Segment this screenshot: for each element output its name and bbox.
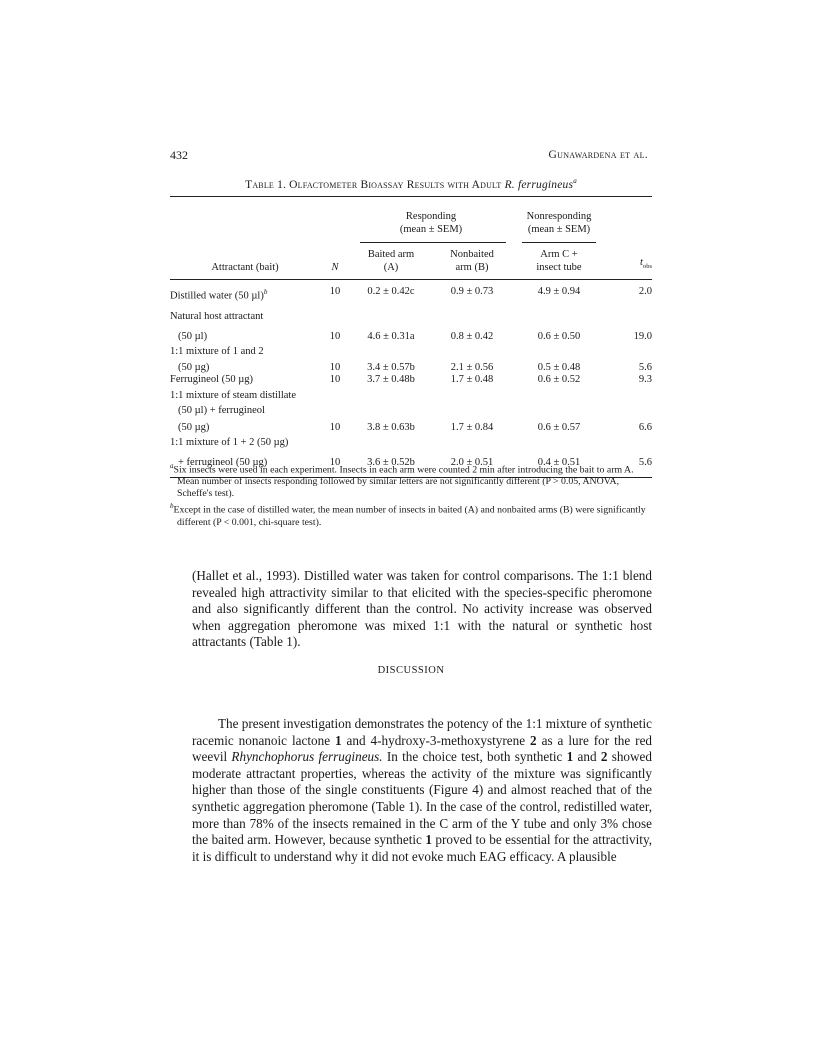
table-title-prefix: Table 1. Olfactometer Bioassay Results with Adult bbox=[245, 178, 502, 191]
cell-baited: 3.7 ± 0.48b bbox=[367, 374, 415, 385]
footnote-b-mark: b bbox=[170, 502, 174, 511]
row-label: (50 µl) + ferrugineol bbox=[178, 405, 265, 416]
row-label: 1:1 mixture of steam distillate bbox=[170, 389, 296, 401]
section-heading: DISCUSSION bbox=[377, 665, 445, 676]
col-n: N bbox=[331, 261, 339, 273]
row-label: (50 µl) bbox=[178, 330, 208, 342]
footnote-a-text: Six insects were used in each experiment. Insects in each arm were counted 2 min after introducing the bait to arm A. Mean number of insects responding followed by similar letters are not significantly different (P > 0.05, ANOVA, Scheffe's test). bbox=[173, 464, 634, 500]
compound-ref: 1 bbox=[566, 749, 574, 765]
responding-header: Responding bbox=[405, 211, 457, 222]
col-baited-1: Baited arm bbox=[367, 249, 415, 260]
col-armc-1: Arm C + bbox=[540, 249, 578, 260]
row-label: Natural host attractant bbox=[170, 311, 264, 322]
group-header-row bbox=[170, 211, 652, 236]
row-label: 1:1 mixture of 1 + 2 (50 µg) bbox=[170, 437, 289, 448]
row-label: Distilled water (50 µl) bbox=[170, 290, 264, 302]
paragraph-results bbox=[192, 568, 652, 651]
col-tobs: t bbox=[640, 257, 643, 269]
table-title bbox=[170, 177, 652, 191]
text-run: The present investigation demonstrates the potency of the 1:1 mixture of synthetic racemic nonanoic lactone bbox=[192, 716, 652, 748]
cell-armc: 0.6 ± 0.52 bbox=[537, 374, 581, 385]
results-table bbox=[170, 196, 652, 478]
cell-nonbaited: 2.1 ± 0.56 bbox=[450, 361, 494, 373]
footnote-a-mark: a bbox=[170, 462, 174, 470]
cell-baited: 0.2 ± 0.42c bbox=[367, 286, 415, 297]
compound-ref: 1 bbox=[335, 732, 342, 748]
table-row bbox=[170, 311, 652, 343]
cell-nonbaited: 0.9 ± 0.73 bbox=[450, 286, 494, 297]
cell-n: 10 bbox=[329, 421, 341, 433]
running-head: Gunawardena et al. bbox=[548, 149, 648, 161]
text-run: In the choice test, both synthetic bbox=[382, 749, 567, 765]
table-footnotes bbox=[170, 460, 652, 529]
nonresponding-subheader: (mean ± SEM) bbox=[527, 223, 591, 235]
row-label-note: b bbox=[263, 288, 268, 296]
footnote-b-text: Except in the case of distilled water, the mean number of insects in baited (A) and nonbaited arms (B) were significantly different (P < 0.001, chi-square test). bbox=[173, 504, 646, 528]
text-run: proved to be essential for the attractivity, it is difficult to understand why it did not evoke much EAG efficacy. A plausible bbox=[192, 832, 652, 864]
table-row bbox=[170, 387, 652, 435]
cell-tobs: 5.6 bbox=[638, 456, 652, 468]
cell-baited: 4.6 ± 0.31a bbox=[367, 330, 415, 342]
species-name: Rhynchophorus ferrugineus. bbox=[231, 749, 383, 765]
col-baited-2: (A) bbox=[383, 261, 399, 273]
cell-armc: 0.4 ± 0.51 bbox=[537, 456, 581, 468]
cell-nonbaited: 2.0 ± 0.51 bbox=[450, 456, 494, 468]
cell-baited: 3.4 ± 0.57b bbox=[367, 361, 415, 373]
table-title-note: a bbox=[573, 177, 577, 185]
footnote-b bbox=[170, 500, 652, 528]
cell-n: 10 bbox=[329, 286, 341, 297]
paragraph-discussion bbox=[192, 716, 652, 865]
cell-tobs: 2.0 bbox=[638, 286, 652, 297]
cell-n: 10 bbox=[329, 330, 341, 342]
col-nonbaited-1: Nonbaited bbox=[450, 249, 494, 260]
cell-baited: 3.6 ± 0.52b bbox=[367, 456, 415, 468]
paragraph-discussion-text bbox=[192, 716, 652, 865]
text-run: showed moderate attractant properties, whereas the activity of the mixture was significantly higher than those of the single constituents (Figure 4) and almost reached that of the synthetic aggregation pheromone (Table 1). In the case of the control, redistilled water, more than 78% of the insects remained in the C arm of the Y tube and only 3% chose the baited arm. However, because synthetic bbox=[192, 749, 652, 848]
cell-armc: 4.9 ± 0.94 bbox=[537, 286, 581, 297]
responding-subheader: (mean ± SEM) bbox=[399, 223, 463, 235]
cell-tobs: 9.3 bbox=[638, 374, 652, 385]
table-row bbox=[170, 343, 652, 374]
cell-baited: 3.8 ± 0.63b bbox=[367, 421, 415, 433]
col-tobs-sub: obs bbox=[642, 263, 652, 271]
compound-ref: 2 bbox=[600, 749, 608, 765]
text-run: and 4-hydroxy-3-methoxystyrene bbox=[341, 732, 531, 748]
row-label: 1:1 mixture of 1 and 2 bbox=[170, 346, 264, 357]
table-top-rule bbox=[170, 197, 652, 212]
table-title-species: R. ferrugineus bbox=[504, 178, 574, 191]
cell-n: 10 bbox=[329, 374, 341, 385]
cell-nonbaited: 1.7 ± 0.48 bbox=[450, 374, 494, 385]
row-label: Ferrugineol (50 µg) bbox=[170, 374, 254, 385]
cell-armc: 0.6 ± 0.50 bbox=[537, 330, 581, 342]
row-label: + ferrugineol (50 µg) bbox=[178, 456, 268, 468]
footnote-a bbox=[170, 460, 652, 500]
cell-tobs: 19.0 bbox=[633, 330, 652, 342]
col-nonbaited-2: arm (B) bbox=[455, 261, 489, 273]
cell-n: 10 bbox=[329, 361, 341, 373]
text-run: as a lure for the red weevil bbox=[192, 732, 653, 765]
table-row bbox=[170, 286, 652, 311]
col-attractant: Attractant (bait) bbox=[211, 261, 279, 273]
cell-tobs: 6.6 bbox=[638, 421, 652, 433]
cell-tobs: 5.6 bbox=[638, 361, 652, 373]
row-label: (50 µg) bbox=[178, 361, 210, 373]
compound-ref: 2 bbox=[530, 732, 537, 748]
cell-nonbaited: 0.8 ± 0.42 bbox=[450, 330, 494, 342]
nonresponding-header: Nonresponding bbox=[526, 211, 592, 222]
cell-n: 10 bbox=[329, 456, 341, 468]
col-armc-2: insect tube bbox=[536, 261, 582, 273]
row-label: (50 µg) bbox=[178, 421, 210, 433]
cell-armc: 0.5 ± 0.48 bbox=[537, 361, 581, 373]
cell-armc: 0.6 ± 0.57 bbox=[537, 421, 581, 433]
column-header-row bbox=[170, 243, 652, 274]
group-rule-row bbox=[170, 236, 652, 243]
paragraph-results-text: (Hallet et al., 1993). Distilled water was taken for control comparisons. The 1:1 blend revealed high attractivity similar to that elicited with the species-specific pheromone and also significantly different than the control. No activity increase was observed when aggregation pheromone was mixed 1:1 with the natural or synthetic host attractants (Table 1). bbox=[192, 568, 652, 650]
page-number: 432 bbox=[170, 148, 188, 162]
text-run: and bbox=[573, 749, 601, 765]
compound-ref: 1 bbox=[425, 832, 432, 848]
table-row bbox=[170, 374, 652, 387]
cell-nonbaited: 1.7 ± 0.84 bbox=[450, 421, 494, 433]
